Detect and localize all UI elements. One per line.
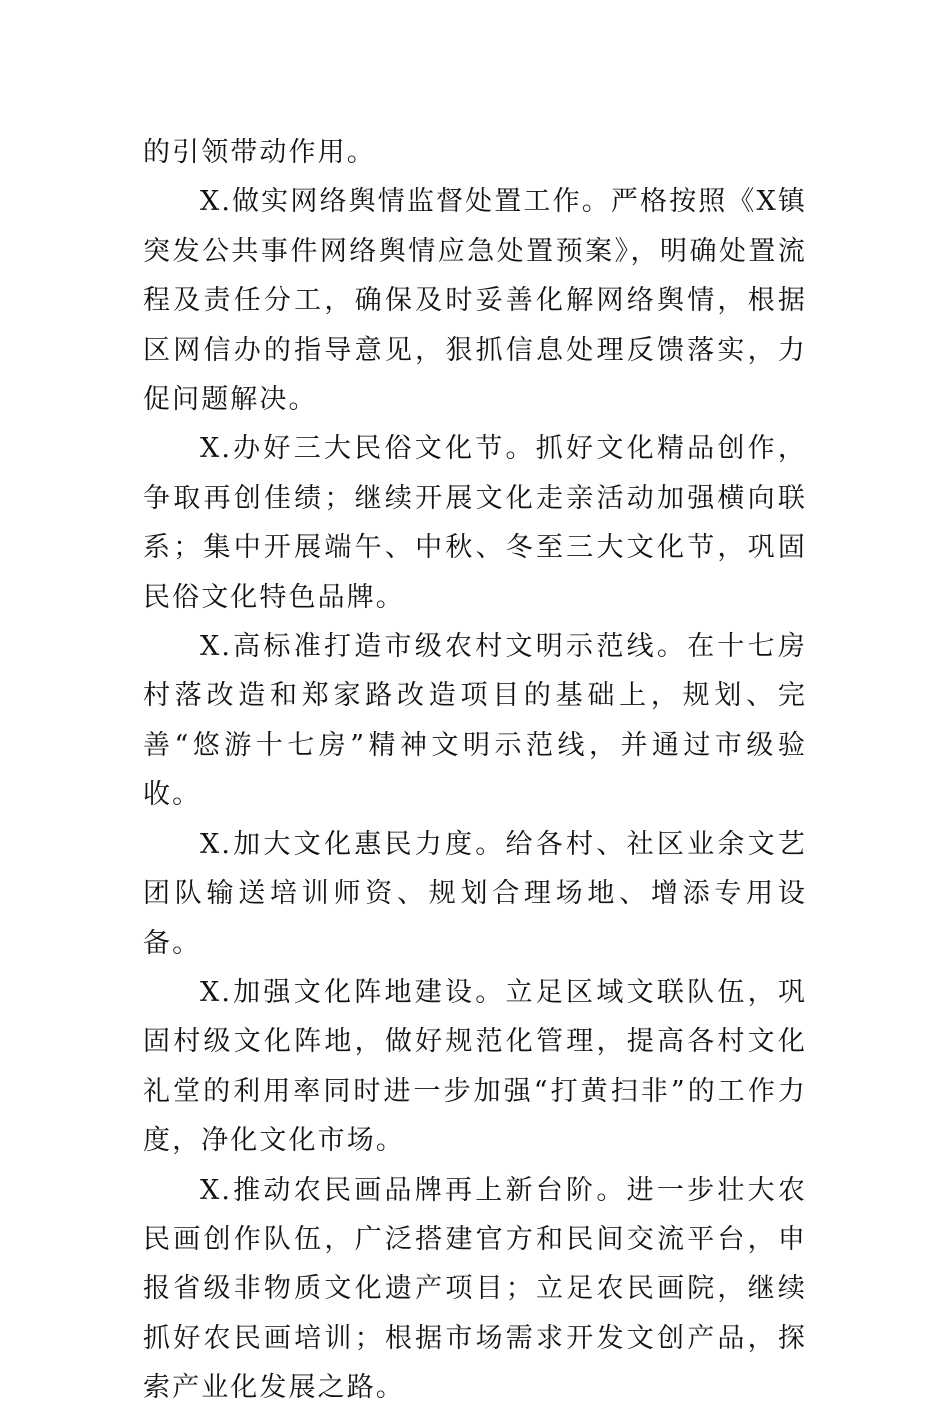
paragraph-folk-festivals: X.办好三大民俗文化节。抓好文化精品创作，争取再创佳绩；继续开展文化走亲活动加强横向联系；集中开展端午、中秋、冬至三大文化节，巩固民俗文化特色品牌。 (143, 433, 807, 613)
paragraph-peasant-painting: X.推动农民画品牌再上新台阶。进一步壮大农民画创作队伍，广泛搭建官方和民间交流平台，申报省级非物质文化遗产项目；立足农民画院，继续抓好农民画培训；根据市场需求开发文创产品，探索产业化发展之路。 (143, 1174, 807, 1404)
paragraph-online-opinion: X.做实网络舆情监督处置工作。严格按照《X镇突发公共事件网络舆情应急处置预案》，明确处置流程及责任分工，确保及时妥善化解网络舆情，根据区网信办的指导意见，狠抓信息处理反馈落实，力促问题解决。 (143, 186, 807, 416)
paragraph-culture-position: X.加强文化阵地建设。立足区域文联队伍，巩固村级文化阵地，做好规范化管理，提高各村文化礼堂的利用率同时进一步加强“打黄扫非”的工作力度，净化文化市场。 (143, 976, 807, 1157)
paragraph-continuation: 的引领带动作用。 (143, 137, 376, 168)
document-body (143, 128, 807, 1413)
paragraph-culture-benefit: X.加大文化惠民力度。给各村、社区业余文艺团队输送培训师资、规划合理场地、增添专用设备。 (143, 828, 807, 959)
paragraph-civilization-route: X.高标准打造市级农村文明示范线。在十七房村落改造和郑家路改造项目的基础上，规划、完善“悠游十七房”精神文明示范线，并通过市级验收。 (143, 631, 807, 811)
